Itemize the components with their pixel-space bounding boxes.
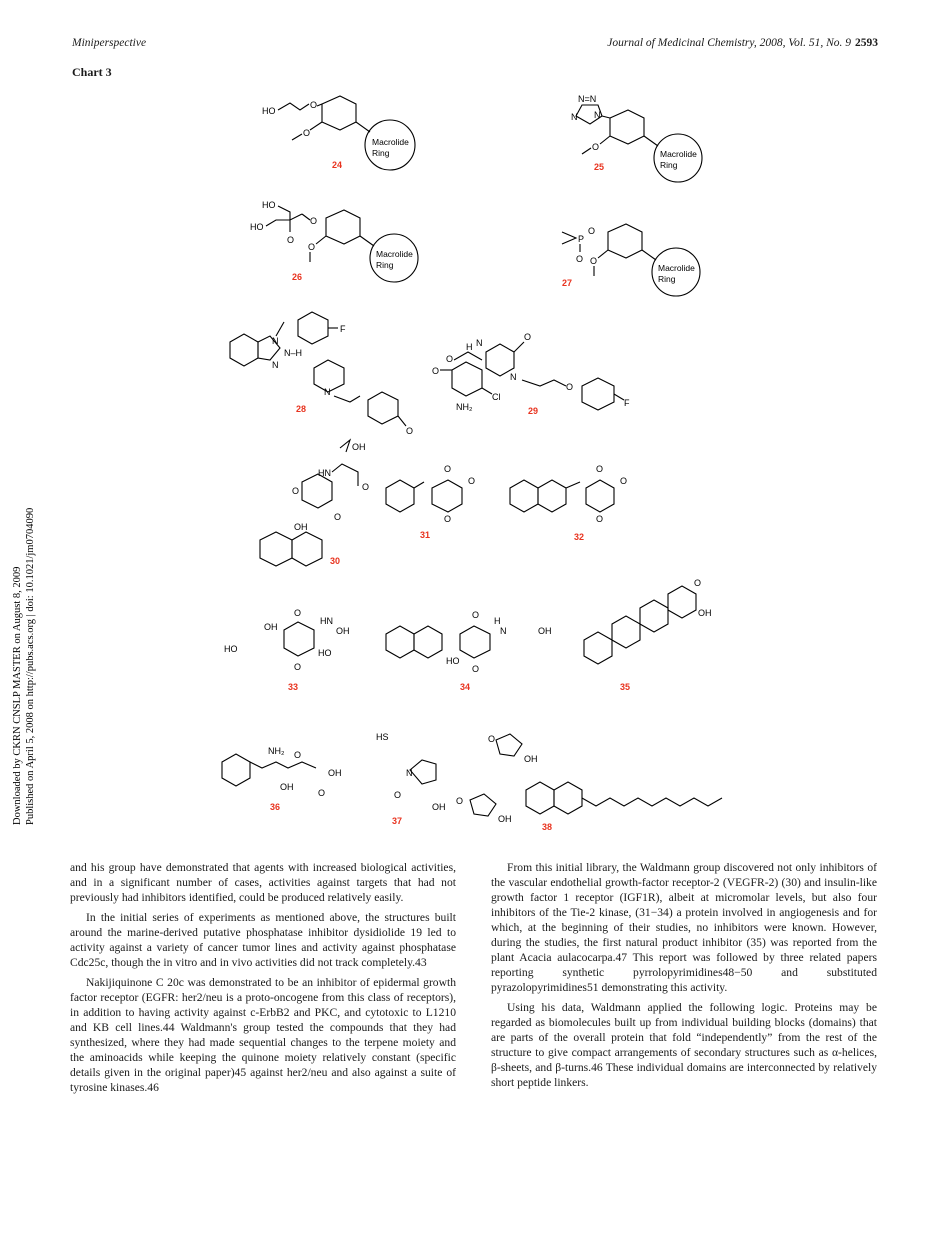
svg-text:N: N xyxy=(500,626,507,636)
svg-text:O: O xyxy=(292,486,300,496)
structure-37 xyxy=(376,732,446,826)
svg-text:H: H xyxy=(466,342,473,352)
svg-text:OH: OH xyxy=(352,442,366,452)
svg-text:24: 24 xyxy=(332,160,343,170)
svg-text:O: O xyxy=(334,512,342,522)
svg-text:OH: OH xyxy=(280,782,294,792)
svg-text:O: O xyxy=(596,514,604,524)
svg-text:30: 30 xyxy=(330,556,341,566)
svg-text:H: H xyxy=(494,616,501,626)
paragraph: Using his data, Waldmann applied the following logic. Proteins may be regarded as biomolecules built up from individual building blocks (domains) that are parts of the overall protein that fold “independently” from the rest of the structure to give compact arrangements of secondary structures such as α-helices, β-sheets, and β-turns.46 These individual domains are interconnected by relatively short peptide linkers. xyxy=(491,1001,877,1089)
svg-text:Macrolide: Macrolide xyxy=(376,249,413,259)
svg-text:O: O xyxy=(318,788,326,798)
svg-text:O: O xyxy=(566,382,574,392)
svg-text:OH: OH xyxy=(538,626,552,636)
svg-text:O: O xyxy=(287,235,295,245)
svg-text:HO: HO xyxy=(318,648,332,658)
svg-text:HO: HO xyxy=(262,200,276,210)
svg-text:31: 31 xyxy=(420,530,431,540)
svg-text:33: 33 xyxy=(288,682,299,692)
svg-text:O: O xyxy=(444,514,452,524)
svg-text:O: O xyxy=(310,100,318,110)
svg-text:32: 32 xyxy=(574,532,585,542)
svg-text:N: N xyxy=(571,112,578,122)
svg-text:O: O xyxy=(488,734,496,744)
download-notice xyxy=(6,430,46,830)
svg-text:O: O xyxy=(596,464,604,474)
svg-text:NH₂: NH₂ xyxy=(268,746,285,756)
svg-text:O: O xyxy=(432,366,440,376)
svg-text:35: 35 xyxy=(620,682,631,692)
chemical-structures-figure xyxy=(210,90,740,840)
svg-text:OH: OH xyxy=(336,626,350,636)
svg-text:O: O xyxy=(588,226,596,236)
structure-27 xyxy=(562,224,700,296)
svg-text:O: O xyxy=(294,608,302,618)
svg-text:N: N xyxy=(272,360,279,370)
svg-text:29: 29 xyxy=(528,406,539,416)
svg-text:Macrolide: Macrolide xyxy=(658,263,695,273)
svg-text:HO: HO xyxy=(250,222,264,232)
svg-text:N–H: N–H xyxy=(284,348,303,358)
svg-text:Ring: Ring xyxy=(376,260,394,270)
structure-35 xyxy=(584,578,712,692)
paragraph: Nakijiquinone C 20c was demonstrated to be an inhibitor of epidermal growth factor receptor (EGFR: her2/neu is a proto-oncogene from this class of receptors), in addition to having activity against c-ErbB2 and PKC, and cytotoxic to L1210 and KB cell lines.44 Waldmann's group tested the compounds that they had synthesized, where they had made sequential changes to the terpene moiety and the aminoacids while keeping the quinone moiety relatively constant (specific details given in the original paper)45 against her2/neu and also against a suite of tyrosine kinases.46 xyxy=(70,976,456,1094)
svg-text:38: 38 xyxy=(542,822,553,832)
svg-text:O: O xyxy=(362,482,370,492)
svg-text:OH: OH xyxy=(498,814,512,824)
svg-text:NH₂: NH₂ xyxy=(456,402,473,412)
svg-text:N: N xyxy=(510,372,517,382)
paragraph: and his group have demonstrated that agents with increased biological activities, and in a significant number of cases, activities against targets that had not previously had inhibitors identified, could be produced relatively easily. xyxy=(70,861,456,904)
svg-text:O: O xyxy=(294,662,302,672)
svg-text:Ring: Ring xyxy=(658,274,676,284)
svg-text:26: 26 xyxy=(292,272,303,282)
structure-24 xyxy=(262,96,415,170)
svg-text:O: O xyxy=(592,142,600,152)
svg-text:OH: OH xyxy=(328,768,342,778)
svg-text:N: N xyxy=(594,110,601,120)
svg-text:O: O xyxy=(694,578,702,588)
svg-text:HO: HO xyxy=(262,106,276,116)
svg-text:O: O xyxy=(310,216,318,226)
svg-text:O: O xyxy=(472,610,480,620)
svg-text:OH: OH xyxy=(294,522,308,532)
structure-32 xyxy=(510,464,627,542)
page-number: 2593 xyxy=(855,37,878,49)
svg-text:OH: OH xyxy=(264,622,278,632)
svg-text:F: F xyxy=(624,398,630,408)
svg-text:25: 25 xyxy=(594,162,605,172)
svg-text:OH: OH xyxy=(432,802,446,812)
structure-36 xyxy=(222,746,342,812)
structure-31 xyxy=(386,464,475,540)
svg-text:Ring: Ring xyxy=(660,160,678,170)
svg-text:34: 34 xyxy=(460,682,471,692)
svg-text:36: 36 xyxy=(270,802,281,812)
svg-text:Macrolide: Macrolide xyxy=(372,137,409,147)
svg-text:HN: HN xyxy=(318,468,331,478)
journal-citation: Journal of Medicinal Chemistry, 2008, Vol. 51, No. 9 xyxy=(607,37,851,49)
svg-text:O: O xyxy=(456,796,464,806)
svg-text:P: P xyxy=(578,234,585,244)
svg-text:HN: HN xyxy=(320,616,333,626)
svg-text:Macrolide: Macrolide xyxy=(660,149,697,159)
structure-34 xyxy=(386,610,552,692)
svg-text:O: O xyxy=(444,464,452,474)
structure-33 xyxy=(224,608,350,692)
svg-text:Cl: Cl xyxy=(492,392,501,402)
svg-text:Ring: Ring xyxy=(372,148,390,158)
svg-text:27: 27 xyxy=(562,278,573,288)
svg-text:O: O xyxy=(294,750,302,760)
download-line-1: Downloaded by CKRN CNSLP MASTER on August 8, 2009 xyxy=(12,566,23,825)
structure-30 xyxy=(260,440,369,566)
running-header-section: Miniperspective xyxy=(72,37,147,49)
svg-text:O: O xyxy=(472,664,480,674)
structure-29 xyxy=(432,332,630,416)
svg-text:N: N xyxy=(406,768,413,778)
svg-text:N: N xyxy=(476,338,483,348)
svg-text:HO: HO xyxy=(446,656,460,666)
svg-text:O: O xyxy=(576,254,584,264)
structure-28 xyxy=(230,312,413,436)
svg-text:O: O xyxy=(590,256,598,266)
svg-text:HS: HS xyxy=(376,732,389,742)
svg-text:F: F xyxy=(340,324,346,334)
svg-text:O: O xyxy=(524,332,532,342)
svg-text:OH: OH xyxy=(698,608,712,618)
chart-title: Chart 3 xyxy=(72,65,112,79)
structure-38 xyxy=(456,734,722,832)
svg-text:O: O xyxy=(620,476,628,486)
paragraph: From this initial library, the Waldmann group discovered not only inhibitors of the vascular endothelial growth-factor receptor-2 (VEGFR-2) (30) and insulin-like growth factor 1 receptor (IGF1R), albeit at micromolar levels, but also four inhibitors of the Tie-2 kinase, (31−34) a protein involved in angiogenesis and for which, at the beginning of their studies, no inhibitors were known. However, during the studies, the first natural product inhibitor (35) was reported from the plant Acacia aulacocarpa.47 This report was followed by three related papers reporting synthetic pyrrolopyrimidines48−50 and substituted pyrazolopyrimidines51 demonstrating this activity. xyxy=(491,861,877,994)
paragraph: In the initial series of experiments as mentioned above, the structures built around the marine-derived putative phosphatase inhibitor dysidiolide 19 led to activity against a variety of cancer tumor lines and activity against phosphatase Cdc25c, though the in vitro and in vivo activities did not track completely.43 xyxy=(70,911,456,969)
running-header-journal xyxy=(607,37,878,49)
svg-text:O: O xyxy=(303,128,311,138)
svg-text:O: O xyxy=(394,790,402,800)
svg-text:O: O xyxy=(406,426,414,436)
svg-text:OH: OH xyxy=(524,754,538,764)
svg-text:O: O xyxy=(468,476,476,486)
structure-26 xyxy=(250,200,418,282)
svg-text:37: 37 xyxy=(392,816,403,826)
svg-text:N: N xyxy=(324,387,331,397)
left-text-column xyxy=(70,860,456,1100)
svg-text:O: O xyxy=(446,354,454,364)
right-text-column xyxy=(491,860,877,1095)
svg-text:HO: HO xyxy=(224,644,238,654)
svg-text:O: O xyxy=(308,242,316,252)
svg-text:28: 28 xyxy=(296,404,307,414)
download-line-2: Published on April 5, 2008 on http://pubs.acs.org | doi: 10.1021/jm0704090 xyxy=(25,507,36,825)
structure-25 xyxy=(571,94,702,182)
svg-text:N=N: N=N xyxy=(578,94,597,104)
svg-text:N: N xyxy=(272,336,279,346)
